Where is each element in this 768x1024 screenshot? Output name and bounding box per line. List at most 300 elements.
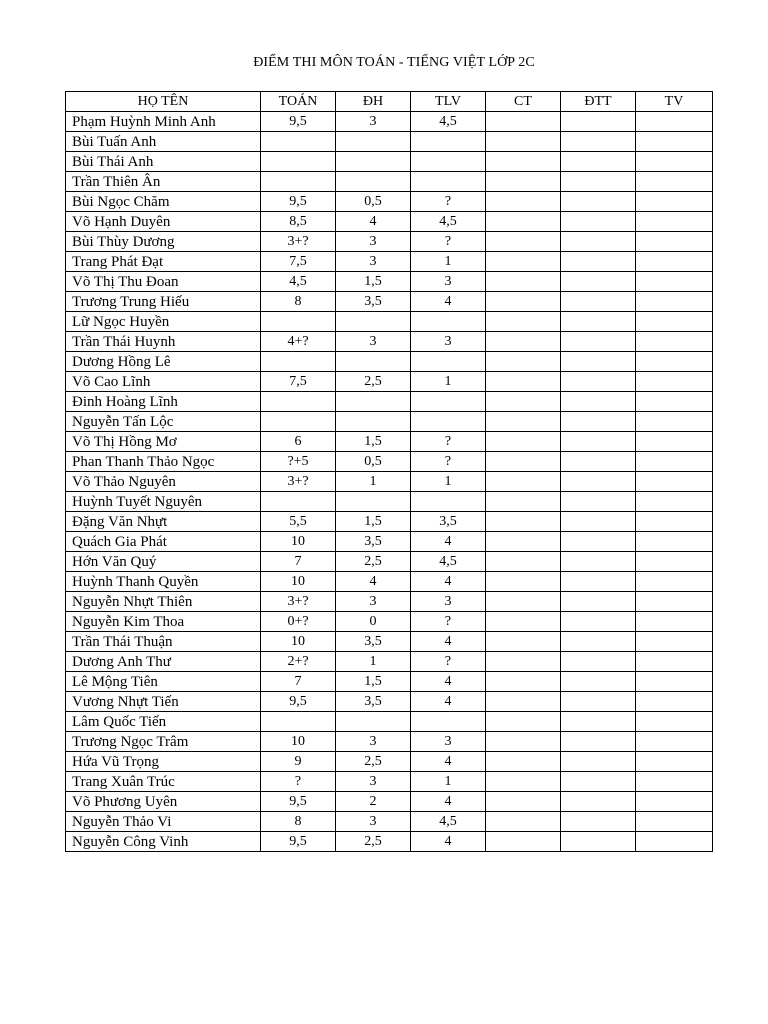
header-ct: CT [486,92,561,112]
dh-score-cell: 1,5 [336,432,411,452]
tlv-score-cell: 4 [411,832,486,852]
dh-score-cell: 0,5 [336,452,411,472]
ct-score-cell [486,512,561,532]
student-name-cell: Phan Thanh Thảo Ngọc [66,452,261,472]
header-dh: ĐH [336,92,411,112]
dh-score-cell [336,412,411,432]
dh-score-cell: 3 [336,592,411,612]
table-row [66,712,713,732]
dh-score-cell: 1,5 [336,272,411,292]
toan-score-cell: 7 [261,552,336,572]
tv-score-cell [636,672,713,692]
tlv-score-cell: ? [411,232,486,252]
ct-score-cell [486,272,561,292]
tv-score-cell [636,792,713,812]
tv-score-cell [636,152,713,172]
tv-score-cell [636,812,713,832]
student-name-cell: Võ Hạnh Duyên [66,212,261,232]
toan-score-cell: 3+? [261,472,336,492]
tlv-score-cell: 4 [411,572,486,592]
table-row [66,172,713,192]
toan-score-cell: 7,5 [261,252,336,272]
tlv-score-cell [411,712,486,732]
ct-score-cell [486,692,561,712]
dtt-score-cell [561,812,636,832]
student-name-cell: Võ Phương Uyên [66,792,261,812]
student-name-cell: Võ Thị Thu Đoan [66,272,261,292]
dh-score-cell: 2 [336,792,411,812]
tlv-score-cell: 3 [411,732,486,752]
ct-score-cell [486,372,561,392]
student-name-cell: Hớn Văn Quý [66,552,261,572]
dh-score-cell: 3 [336,252,411,272]
dtt-score-cell [561,552,636,572]
table-row [66,432,713,452]
tlv-score-cell: 4 [411,632,486,652]
table-row [66,552,713,572]
tlv-score-cell: 4 [411,692,486,712]
table-row [66,352,713,372]
student-name-cell: Lê Mộng Tiên [66,672,261,692]
student-name-cell: Phạm Huỳnh Minh Anh [66,112,261,132]
table-row [66,112,713,132]
student-name-cell: Trang Phát Đạt [66,252,261,272]
toan-score-cell [261,172,336,192]
dh-score-cell: 3,5 [336,532,411,552]
tv-score-cell [636,452,713,472]
table-row [66,292,713,312]
table-row [66,152,713,172]
tv-score-cell [636,532,713,552]
dtt-score-cell [561,772,636,792]
tlv-score-cell: 1 [411,252,486,272]
ct-score-cell [486,352,561,372]
tv-score-cell [636,832,713,852]
tlv-score-cell: ? [411,612,486,632]
toan-score-cell: 10 [261,632,336,652]
toan-score-cell: 8,5 [261,212,336,232]
dh-score-cell: 4 [336,212,411,232]
table-row [66,752,713,772]
table-row [66,412,713,432]
dtt-score-cell [561,412,636,432]
toan-score-cell: 10 [261,732,336,752]
ct-score-cell [486,592,561,612]
toan-score-cell: 3+? [261,592,336,612]
student-name-cell: Trần Thái Thuận [66,632,261,652]
dtt-score-cell [561,592,636,612]
ct-score-cell [486,112,561,132]
dh-score-cell: 3,5 [336,292,411,312]
header-tv: TV [636,92,713,112]
table-row [66,232,713,252]
dtt-score-cell [561,612,636,632]
table-row [66,452,713,472]
toan-score-cell [261,352,336,372]
tlv-score-cell: 4 [411,292,486,312]
tv-score-cell [636,232,713,252]
dh-score-cell: 3,5 [336,632,411,652]
toan-score-cell [261,152,336,172]
tv-score-cell [636,252,713,272]
student-name-cell: Trương Trung Hiếu [66,292,261,312]
dtt-score-cell [561,212,636,232]
dh-score-cell [336,172,411,192]
tlv-score-cell [411,172,486,192]
dtt-score-cell [561,432,636,452]
student-name-cell: Võ Thảo Nguyên [66,472,261,492]
toan-score-cell: 2+? [261,652,336,672]
tlv-score-cell: 4 [411,672,486,692]
student-name-cell: Nguyễn Công Vinh [66,832,261,852]
dtt-score-cell [561,532,636,552]
tv-score-cell [636,272,713,292]
student-name-cell: Nguyễn Thảo Vi [66,812,261,832]
tlv-score-cell [411,152,486,172]
student-name-cell: Nguyễn Nhựt Thiên [66,592,261,612]
ct-score-cell [486,452,561,472]
table-row [66,332,713,352]
ct-score-cell [486,412,561,432]
tlv-score-cell [411,392,486,412]
toan-score-cell: 10 [261,572,336,592]
table-row [66,572,713,592]
ct-score-cell [486,252,561,272]
student-name-cell: Bùi Ngọc Chăm [66,192,261,212]
toan-score-cell: 5,5 [261,512,336,532]
ct-score-cell [486,392,561,412]
toan-score-cell [261,412,336,432]
toan-score-cell [261,712,336,732]
ct-score-cell [486,172,561,192]
student-name-cell: Lữ Ngọc Huyền [66,312,261,332]
tlv-score-cell: 4 [411,532,486,552]
dtt-score-cell [561,832,636,852]
tv-score-cell [636,752,713,772]
tv-score-cell [636,492,713,512]
tv-score-cell [636,432,713,452]
toan-score-cell: 9,5 [261,692,336,712]
table-row [66,772,713,792]
dh-score-cell: 1 [336,652,411,672]
tv-score-cell [636,632,713,652]
dh-score-cell: 1,5 [336,512,411,532]
student-name-cell: Dương Hồng Lê [66,352,261,372]
toan-score-cell [261,392,336,412]
dh-score-cell: 2,5 [336,832,411,852]
tlv-score-cell: ? [411,432,486,452]
dtt-score-cell [561,752,636,772]
tlv-score-cell [411,492,486,512]
dtt-score-cell [561,652,636,672]
tv-score-cell [636,172,713,192]
student-name-cell: Dương Anh Thư [66,652,261,672]
table-row [66,632,713,652]
student-name-cell: Huỳnh Thanh Quyền [66,572,261,592]
dh-score-cell [336,392,411,412]
ct-score-cell [486,732,561,752]
dh-score-cell: 1 [336,472,411,492]
ct-score-cell [486,492,561,512]
ct-score-cell [486,212,561,232]
student-name-cell: Trần Thiên Ân [66,172,261,192]
table-row [66,212,713,232]
tv-score-cell [636,312,713,332]
toan-score-cell: 4+? [261,332,336,352]
dtt-score-cell [561,372,636,392]
tv-score-cell [636,552,713,572]
dh-score-cell: 3 [336,332,411,352]
tv-score-cell [636,732,713,752]
toan-score-cell: 0+? [261,612,336,632]
tlv-score-cell: 4,5 [411,212,486,232]
ct-score-cell [486,432,561,452]
tv-score-cell [636,572,713,592]
dh-score-cell: 3 [336,812,411,832]
toan-score-cell: 4,5 [261,272,336,292]
toan-score-cell [261,312,336,332]
table-row [66,492,713,512]
ct-score-cell [486,132,561,152]
dh-score-cell: 0 [336,612,411,632]
toan-score-cell: ? [261,772,336,792]
dh-score-cell: 2,5 [336,372,411,392]
toan-score-cell: 9 [261,752,336,772]
ct-score-cell [486,772,561,792]
tlv-score-cell: 3,5 [411,512,486,532]
dh-score-cell: 4 [336,572,411,592]
student-name-cell: Bùi Thùy Dương [66,232,261,252]
tv-score-cell [636,472,713,492]
toan-score-cell: 7 [261,672,336,692]
tlv-score-cell: 1 [411,472,486,492]
dtt-score-cell [561,392,636,412]
toan-score-cell: 7,5 [261,372,336,392]
table-row [66,472,713,492]
dtt-score-cell [561,292,636,312]
tv-score-cell [636,132,713,152]
tlv-score-cell [411,412,486,432]
header-dtt: ĐTT [561,92,636,112]
dh-score-cell: 1,5 [336,672,411,692]
toan-score-cell: 8 [261,292,336,312]
ct-score-cell [486,312,561,332]
dtt-score-cell [561,152,636,172]
dh-score-cell [336,152,411,172]
student-name-cell: Trần Thái Huynh [66,332,261,352]
student-name-cell: Võ Thị Hồng Mơ [66,432,261,452]
tv-score-cell [636,212,713,232]
tlv-score-cell: ? [411,452,486,472]
dh-score-cell: 3 [336,772,411,792]
table-row [66,372,713,392]
tv-score-cell [636,412,713,432]
ct-score-cell [486,632,561,652]
ct-score-cell [486,292,561,312]
toan-score-cell: ?+5 [261,452,336,472]
table-row [66,512,713,532]
dtt-score-cell [561,332,636,352]
dtt-score-cell [561,452,636,472]
dh-score-cell: 3 [336,732,411,752]
dtt-score-cell [561,632,636,652]
toan-score-cell: 9,5 [261,192,336,212]
toan-score-cell: 9,5 [261,792,336,812]
ct-score-cell [486,812,561,832]
ct-score-cell [486,552,561,572]
toan-score-cell: 9,5 [261,832,336,852]
score-table [65,91,713,852]
ct-score-cell [486,152,561,172]
tv-score-cell [636,352,713,372]
dtt-score-cell [561,792,636,812]
dtt-score-cell [561,132,636,152]
ct-score-cell [486,472,561,492]
tv-score-cell [636,372,713,392]
dh-score-cell: 3,5 [336,692,411,712]
dtt-score-cell [561,352,636,372]
dtt-score-cell [561,172,636,192]
dtt-score-cell [561,492,636,512]
table-row [66,832,713,852]
dtt-score-cell [561,312,636,332]
dh-score-cell: 2,5 [336,752,411,772]
dtt-score-cell [561,472,636,492]
ct-score-cell [486,752,561,772]
ct-score-cell [486,712,561,732]
tv-score-cell [636,332,713,352]
tv-score-cell [636,512,713,532]
ct-score-cell [486,672,561,692]
toan-score-cell: 3+? [261,232,336,252]
student-name-cell: Vương Nhựt Tiến [66,692,261,712]
dh-score-cell: 3 [336,232,411,252]
student-name-cell: Nguyễn Kim Thoa [66,612,261,632]
table-body [66,112,713,852]
header-name: HỌ TÊN [66,92,261,112]
tlv-score-cell: 3 [411,272,486,292]
tlv-score-cell: 4 [411,752,486,772]
ct-score-cell [486,792,561,812]
dtt-score-cell [561,512,636,532]
table-row [66,612,713,632]
dh-score-cell: 0,5 [336,192,411,212]
student-name-cell: Đinh Hoàng Lĩnh [66,392,261,412]
tv-score-cell [636,712,713,732]
ct-score-cell [486,652,561,672]
toan-score-cell: 9,5 [261,112,336,132]
dh-score-cell: 2,5 [336,552,411,572]
tv-score-cell [636,692,713,712]
tv-score-cell [636,652,713,672]
tlv-score-cell: 4 [411,792,486,812]
tlv-score-cell: ? [411,192,486,212]
dh-score-cell [336,352,411,372]
student-name-cell: Quách Gia Phát [66,532,261,552]
dh-score-cell [336,492,411,512]
ct-score-cell [486,832,561,852]
toan-score-cell [261,132,336,152]
tlv-score-cell [411,312,486,332]
student-name-cell: Bùi Tuấn Anh [66,132,261,152]
tlv-score-cell [411,352,486,372]
toan-score-cell: 6 [261,432,336,452]
student-name-cell: Trang Xuân Trúc [66,772,261,792]
table-header-row [66,92,713,112]
dtt-score-cell [561,732,636,752]
ct-score-cell [486,532,561,552]
dtt-score-cell [561,232,636,252]
dtt-score-cell [561,672,636,692]
tlv-score-cell: 4,5 [411,552,486,572]
header-toan: TOÁN [261,92,336,112]
page-title: ĐIỂM THI MÔN TOÁN - TIẾNG VIỆT LỚP 2C [253,55,535,70]
tlv-score-cell: 1 [411,772,486,792]
toan-score-cell [261,492,336,512]
student-name-cell: Lâm Quốc Tiến [66,712,261,732]
dtt-score-cell [561,692,636,712]
tlv-score-cell: 1 [411,372,486,392]
tlv-score-cell: 3 [411,592,486,612]
table-row [66,792,713,812]
table-row [66,392,713,412]
tv-score-cell [636,192,713,212]
tlv-score-cell: ? [411,652,486,672]
ct-score-cell [486,612,561,632]
table-row [66,192,713,212]
ct-score-cell [486,572,561,592]
tv-score-cell [636,612,713,632]
dtt-score-cell [561,112,636,132]
dtt-score-cell [561,252,636,272]
table-row [66,732,713,752]
dh-score-cell: 3 [336,112,411,132]
table-row [66,692,713,712]
table-row [66,812,713,832]
tv-score-cell [636,392,713,412]
dtt-score-cell [561,572,636,592]
student-name-cell: Trương Ngọc Trâm [66,732,261,752]
dh-score-cell [336,312,411,332]
tv-score-cell [636,772,713,792]
table-row [66,312,713,332]
student-name-cell: Huỳnh Tuyết Nguyên [66,492,261,512]
student-name-cell: Đặng Văn Nhựt [66,512,261,532]
student-name-cell: Nguyễn Tấn Lộc [66,412,261,432]
ct-score-cell [486,232,561,252]
table-row [66,272,713,292]
table-row [66,132,713,152]
tlv-score-cell [411,132,486,152]
student-name-cell: Hứa Vũ Trọng [66,752,261,772]
toan-score-cell: 8 [261,812,336,832]
table-row [66,592,713,612]
table-row [66,252,713,272]
dh-score-cell [336,132,411,152]
table-row [66,672,713,692]
table-row [66,652,713,672]
toan-score-cell: 10 [261,532,336,552]
tlv-score-cell: 4,5 [411,812,486,832]
ct-score-cell [486,332,561,352]
tv-score-cell [636,592,713,612]
tlv-score-cell: 4,5 [411,112,486,132]
tv-score-cell [636,112,713,132]
header-tlv: TLV [411,92,486,112]
tlv-score-cell: 3 [411,332,486,352]
table-row [66,532,713,552]
dtt-score-cell [561,192,636,212]
